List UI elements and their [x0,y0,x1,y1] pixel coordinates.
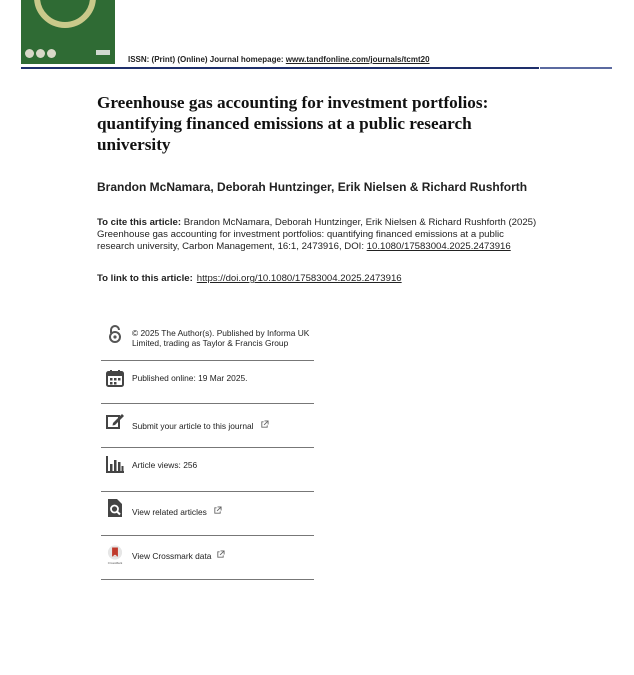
views-row [101,448,314,492]
issn-text: ISSN: (Print) (Online) Journal homepage: [128,55,286,64]
submit-row[interactable] [101,404,314,448]
copyright-row [101,320,314,361]
published-row [101,361,314,404]
bar-chart-icon [105,454,125,474]
related-row[interactable] [101,492,314,536]
related-articles-link[interactable] [132,506,222,517]
article-authors: Brandon McNamara, Deborah Huntzinger, Erik Nielsen & Richard Rushforth [97,180,528,194]
submit-label: Submit your article to this journal [132,421,254,431]
document-search-icon [105,498,125,518]
calendar-icon [105,368,125,388]
crossmark-data-link[interactable] [132,550,225,561]
article-title: Greenhouse gas accounting for investment portfolios: quantifying financed emissions at a public research university [97,93,489,154]
issn-line [128,55,430,64]
article-views: Article views: 256 [132,460,198,470]
published-date: Published online: 19 Mar 2025. [132,373,248,383]
header-rule [21,67,539,69]
crossmark-label: View Crossmark data [132,551,212,561]
copyright-text: © 2025 The Author(s). Published by Informa UK Limited, trading as Taylor & Francis Group [132,328,310,348]
header-rule-accent [540,67,612,69]
crossmark-logo-text: CrossMark [107,561,123,565]
submit-article-link[interactable] [132,420,269,431]
cover-ring-graphic [34,0,96,28]
article-doi-url[interactable]: https://doi.org/10.1080/17583004.2025.2473916 [196,273,402,284]
cover-publisher-mark [96,50,110,55]
cite-doi-link[interactable]: 10.1080/17583004.2025.2473916 [366,241,511,252]
article-link-line [97,273,402,284]
cover-publisher-logos [25,49,56,58]
external-link-icon [260,420,269,429]
external-link-icon [213,506,222,515]
journal-homepage-link[interactable]: www.tandfonline.com/journals/tcmt20 [285,55,430,64]
article-info-panel [101,320,314,580]
related-label: View related articles [132,507,207,517]
crossmark-row[interactable] [101,536,314,580]
external-link-icon [216,550,225,559]
citation-block [97,217,537,253]
journal-cover-image[interactable] [21,0,115,64]
link-label: To link to this article: [97,273,193,284]
cite-text: Brandon McNamara, Deborah Huntzinger, Erik Nielsen & Richard Rushforth (2025) Greenhouse gas accounting for investment portfolios: quantifying financed emissions at a public research university, Carbon Management, 16:1, 2473916, DOI: [97,217,537,252]
open-access-icon [105,324,125,344]
edit-icon [105,411,125,431]
cite-label: To cite this article: [97,217,182,228]
crossmark-icon [105,545,125,565]
